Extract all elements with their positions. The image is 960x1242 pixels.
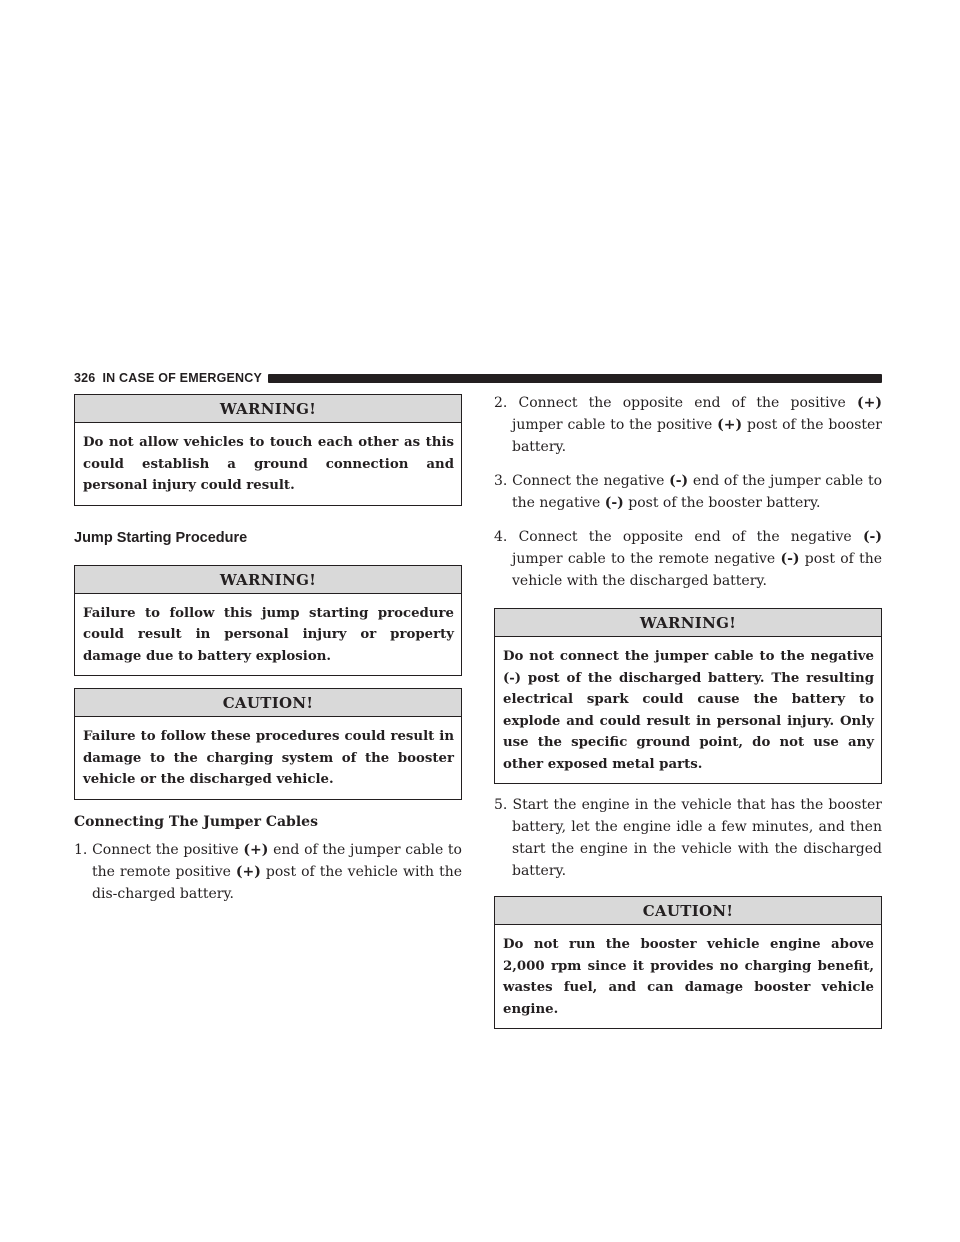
- caution-text: Do not run the booster vehicle engine above 2,000 rpm since it provides no charging benefit, wastes fuel, and can damage booster vehicle engine.: [503, 937, 874, 1017]
- warning-title: WARNING!: [75, 566, 461, 594]
- section-title: IN CASE OF EMERGENCY: [102, 371, 263, 385]
- right-column: [494, 392, 882, 1029]
- caution-title: CAUTION!: [495, 897, 881, 925]
- warning-box-negative-post: [494, 608, 882, 784]
- caution-text: Failure to follow these procedures could result in damage to the charging system of the booster vehicle or the discharged vehicle.: [83, 729, 454, 787]
- subheading-connecting-cables: Connecting The Jumper Cables: [74, 813, 318, 830]
- section-heading: Jump Starting Procedure: [74, 529, 248, 546]
- caution-box-charging-system: [74, 688, 462, 800]
- step-4: 4. Connect the opposite end of the negative (-) jumper cable to the remote negative (-) post of the vehicle with the discharged battery.: [494, 529, 882, 589]
- warning-box-procedure: [74, 565, 462, 677]
- header-rule: [268, 374, 882, 383]
- warning-text: Do not allow vehicles to touch each other as this could establish a ground connection and personal injury could result.: [83, 435, 454, 493]
- step-5: 5. Start the engine in the vehicle that has the booster battery, let the engine idle a few minutes, and then start the engine in the vehicle with the discharged battery.: [494, 797, 882, 879]
- step-3: 3. Connect the negative (-) end of the jumper cable to the negative (-) post of the booster battery.: [494, 473, 882, 511]
- step-1: 1. Connect the positive (+) end of the jumper cable to the remote positive (+) post of the vehicle with the dis-charged battery.: [74, 841, 462, 902]
- warning-text: Do not connect the jumper cable to the negative (-) post of the discharged battery. The resulting electrical spark could cause the battery to explode and could result in personal injury. Only use the specific ground point, do not use any other exposed metal parts.: [503, 649, 874, 772]
- page-header: [74, 371, 882, 385]
- caution-box-engine-rpm: [494, 896, 882, 1029]
- warning-text: Failure to follow this jump starting procedure could result in personal injury or property damage due to battery explosion.: [83, 605, 454, 664]
- page-number: 326: [74, 371, 96, 385]
- caution-title: CAUTION!: [75, 689, 461, 717]
- warning-title: WARNING!: [75, 395, 461, 423]
- step-2: 2. Connect the opposite end of the positive (+) jumper cable to the positive (+) post of the booster battery.: [494, 395, 882, 455]
- warning-box-vehicle-contact: [74, 394, 462, 506]
- left-column: [74, 394, 462, 905]
- warning-title: WARNING!: [495, 609, 881, 637]
